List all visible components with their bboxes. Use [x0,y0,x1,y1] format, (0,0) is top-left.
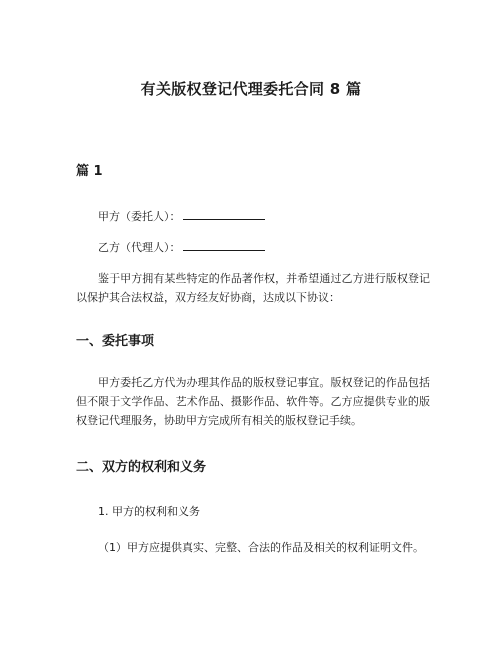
preamble-paragraph: 鉴于甲方拥有某些特定的作品著作权，并希望通过乙方进行版权登记以保护其合法权益，双方经友好协商，达成以下协议： [76,272,430,304]
party-a-line [98,207,265,226]
part-heading: 篇 1 [76,164,103,179]
document-title: 有关版权登记代理委托合同 8 篇 [140,80,362,98]
section-1-paragraph: 甲方委托乙方代为办理其作品的版权登记事宜。版权登记的作品包括但不限于文学作品、艺术作品、摄影作品、软件等。乙方应提供专业的版权登记代理服务，协助甲方完成所有相关的版权登记手续。 [76,376,430,427]
party-b-blank [183,238,265,251]
section-2-heading: 二、双方的权利和义务 [76,460,207,475]
section-1-heading: 一、委托事项 [76,334,155,349]
subsection-1-heading: 1. 甲方的权利和义务 [98,505,200,518]
party-b-label: 乙方（代理人）： [98,241,181,254]
clause-1-paragraph: （1）甲方应提供真实、完整、合法的作品及相关的权利证明文件。 [98,541,424,554]
party-a-label: 甲方（委托人）： [98,210,181,223]
party-b-line [98,238,265,257]
party-a-blank [183,207,265,220]
